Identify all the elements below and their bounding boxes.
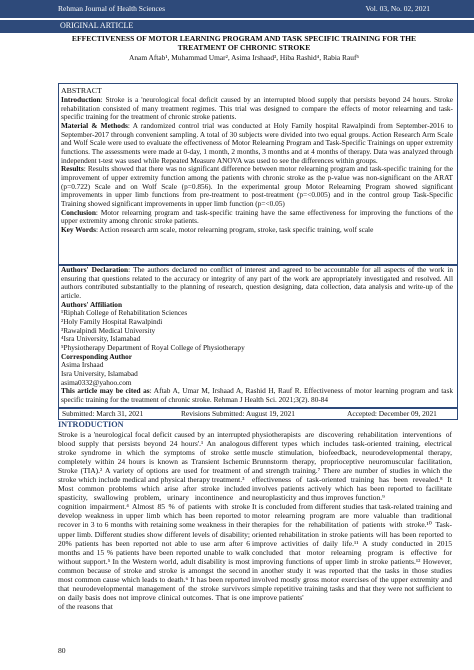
- keywords-label: Key Words: [61, 224, 96, 234]
- intro-column-left: [58, 430, 250, 611]
- cite-label: This article may be cited as: [61, 386, 150, 396]
- affiliation-5: ⁵Physiotherapy Department of Royal College of Physiotherapy: [61, 342, 245, 352]
- intro-paragraph: Most common problems which arise after stroke included spasticity, swallowing problem, urinary incontinence and cognition impairment.⁴ Almost 85 % of patients with stroke develop weakness in upper limb which has been reported to recover in 3 to 6 months with retaining some weakness in their upper limb. Different studies show different levels of disability; 20% patients has been reported not able to use arm after 6 months and 15 % patients have been reported unable to walk without support.⁵ In the Western world, adult disability is most common because of stroke and stroke is amongst the second most common cause which leads to death.⁶ It has been reported that neurodevelopmental management of the stroke survivors on daily basis does not improve clinical outcomes. That is one of the reasons that: [58, 484, 250, 611]
- results-text: : Results showed that there was no significant difference between motor relearning program and task-specific training for the improvement of upper extremity function among the patients with chronic stroke as the p-value was non-significant on the ARAT (p=0.722) Scale and on Wolf Scale (p=0.856). In the experimental group Motor Relearning Program showed significant improvements in upper limb functions from pre-treatment to post-treatment (p=<0.005) and in the control group Task-Specific Training showed significant improvements in upper limb function (p=<0.05): [61, 164, 453, 208]
- keywords-text: : Action research arm scale, motor relearning program, stroke, task specific training, wolf scale: [95, 224, 374, 234]
- conclusion-text: : Motor relearning program and task-specific training have the same effectiveness for improving the functions of the upper extremity among chronic stroke patients.: [61, 207, 453, 226]
- section-bar: [0, 20, 474, 33]
- intro-paragraph: It is concluded from different studies that task-related training and motor relearning program are more valuable than traditional therapies for the rehabilitation of patients with stroke.¹⁰ Task-oriented rehabilitation in stroke patients will has been reported to improve activities of daily life.¹¹ A study conducted in 2015 concluded that motor relearning program is effective for improving functions of upper limb in stroke patients.¹² However, in another study it was reported that the tasks in those studies involved mostly gross motor exercises of the upper extremity and simple repetitive training tasks and that they were not sufficient to improve patients': [252, 502, 452, 602]
- submitted-date: Submitted: March 31, 2021: [62, 409, 144, 418]
- methods-label: Material & Methods: [61, 120, 128, 130]
- volume-info: Vol. 03, No. 02, 2021: [365, 4, 430, 13]
- accepted-date: Accepted: December 09, 2021: [347, 409, 437, 418]
- intro-text: : Stroke is a 'neurological focal deficit caused by an interrupted blood supply that persists beyond 24 hours. Stroke rehabilitation consisted of many treatment regimes. This trial was designed to compare the effects of motor relearning and task-specific training for the treatment of chronic stroke patients.: [61, 95, 453, 122]
- methods-text: : A randomized control trial was conducted at Holy Family hospital Rawalpindi from September-2016 to September-2017 through convenient sampling. A total of 30 subjects were divided into two equal groups. Action Research Arm Scale and Wolf Scale were used to evaluate the effectiveness of Motor Relearning Program and Task-Specific Trainings on upper extremity functions. The assessments were made at 0-day, 1 month, 2 months, 3 months and at 4 months of therapy. Data was analyzed through independent t-test was used while Repeated Measure ANOVA was used to see the differences within groups.: [61, 120, 453, 165]
- affiliation-3: ³Rawalpindi Medical University: [61, 325, 156, 335]
- corresponding-institution: Isra University, Islamabad: [61, 368, 138, 378]
- introduction-heading: INTRODUCTION: [58, 420, 124, 429]
- intro-label: Introduction: [61, 95, 101, 104]
- affiliation-1: ¹Riphah College of Rehabilitation Sciences: [61, 308, 188, 318]
- intro-paragraph: Stroke is a 'neurological focal deficit caused by an interrupted blood supply that persists beyond 24 hours'.¹ An analogous stroke syndrome in which the symptoms of stroke settle completely within 24 hours is known as Transient Ischemic Stroke (TIA).² A variety of options are used for treatment of stroke which include medical and physical therapy treatment.³: [58, 430, 250, 485]
- affiliation-2: ²Holy Family Hospital Rawalpindi: [61, 316, 163, 326]
- declaration-text: : The authors declared no conflict of interest and agreed to be accountable for all aspects of the work in ensuring that questions related to the accuracy or integrity of any part of the work are appropriately investigated and resolved. All authors contributed substantially to the planning of research, question designing, data collection, data analysis and write-up of the article.: [61, 265, 453, 300]
- affiliation-heading: Authors' Affiliation: [61, 299, 123, 309]
- abstract-body: [61, 96, 453, 235]
- corresponding-heading: Corresponding Author: [61, 351, 133, 361]
- affiliation-4: ⁴Isra University, Islamabad: [61, 334, 141, 344]
- intro-paragraph: physiotherapists are discovering rehabilitation interventions of different types which includes task-oriented training, electrical muscle stimulation, biofeedback, neurodevelopmental therapy, Brunnstorm therapy, proprioceptive neuromuscular facilitation, and strength training.⁷ There are number of studies in which the effectiveness of task-oriented training has been revealed.⁸ It involves patients actively which has been reported to facilitate neuroplasticity and thus improves function.⁹: [252, 430, 452, 503]
- declaration-body: [61, 266, 453, 405]
- article-title: EFFECTIVENESS OF MOTOR LEARNING PROGRAM AND TASK SPECIFIC TRAINING FOR THE TREATMENT OF CHRONIC STROKE: [71, 34, 417, 53]
- results-label: Results: [61, 164, 84, 174]
- intro-column-right: [252, 430, 452, 602]
- revisions-date: Revisions Submitted: August 19, 2021: [181, 409, 295, 418]
- dates-row: [58, 407, 458, 420]
- author-list: Anam Aftab¹, Muhammad Umar², Asima Irshaad³, Hiba Rashid⁴, Rabia Rauf⁵: [129, 53, 359, 62]
- declaration-label: Authors' Declaration: [61, 265, 129, 274]
- page-number: 80: [58, 646, 66, 655]
- corresponding-email[interactable]: asima0332@yahoo.com: [61, 377, 132, 387]
- conclusion-label: Conclusion: [61, 207, 96, 217]
- journal-name: Rehman Journal of Health Sciences: [58, 4, 166, 13]
- corresponding-name: Asima Irshaad: [61, 360, 104, 370]
- cite-text: : Aftab A, Umar M, Irshaad A, Rashid H, Rauf R. Effectiveness of motor learning program and task specific training for the treatment of chronic stroke. Rehman J Health Sci. 2021;3(2). 80-84: [61, 386, 453, 404]
- section-label: ORIGINAL ARTICLE: [60, 21, 134, 30]
- journal-header-bar: [0, 0, 474, 18]
- abstract-heading: ABSTRACT: [61, 86, 102, 95]
